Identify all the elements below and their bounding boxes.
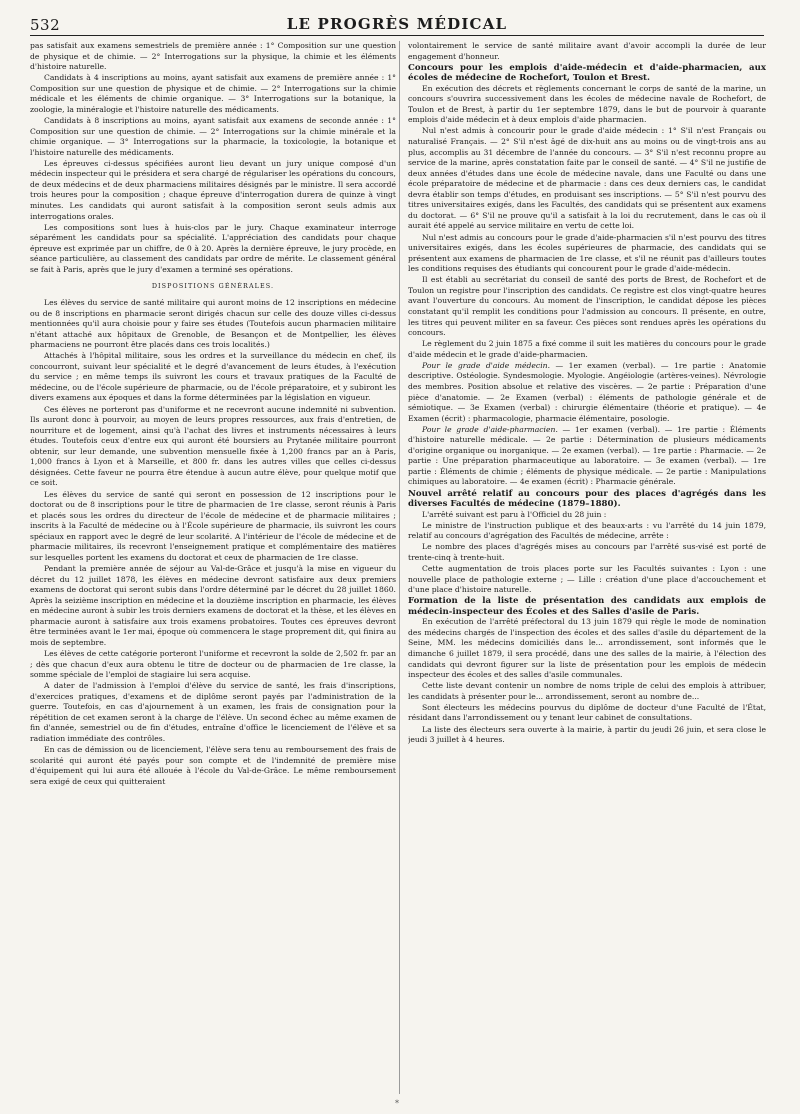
paragraph: Cette augmentation de trois places porte sur les Facultés suivantes : Lyon : une nouvelle place de pathologie externe ; — Lille : création d'une place d'accouchement et d'une place d'histoire naturelle.: [408, 564, 766, 595]
header-rule: [30, 35, 764, 36]
paragraph: Les épreuves ci-dessus spécifiées auront lieu devant un jury unique composé d'un médecin inspecteur qui le présidera et sera chargé de régulariser les opérations du concours, de deux médecins et de deux pharmaciens militaires désignés par le ministre. Il sera accordé trois heures pour la composition ; chaque épreuve d'interrogation durera de quinze à vingt minutes. Les candidats qui auront satisfait à la composition seront seuls admis aux interrogations orales.: [30, 158, 396, 221]
paragraph: Pendant la première année de séjour au Val-de-Grâce et jusqu'à la mise en vigueur du décret du 12 juillet 1878, les élèves en médecine devront satisfaire aux deux premiers examens de doctorat qui seront subis dans l'ordre déterminé par le décret du 28 juillet 1860. Après la seizième inscription en médecine et la douzième inscription en pharmacie, les élèves en médecine auront à subir les trois derniers examens de doctorat et la thèse, et les élèves en pharmacie auront à satisfaire aux trois examens probatoires. Toutes ces épreuves devront être terminées avant le 1er mai, époque où commencera le stage proprement dit, qui finira au mois de septembre.: [30, 564, 396, 647]
exam-label: Pour le grade d'aide-pharmacien.: [422, 424, 558, 434]
footer-mark: *: [395, 1099, 399, 1108]
paragraph: Candidats à 4 inscriptions au moins, ayant satisfait aux examens de première année : 1° Composition sur une question de physique et de chimie. — 2° Interrogations sur la chimie médicale et les éléments de chimie organique. — 3° Interrogations sur la botanique, la zoologie, la minéralogie et l'histoire naturelle des médicaments.: [30, 73, 396, 114]
paragraph: En exécution des décrets et règlements concernant le corps de santé de la marine, un concours s'ouvrira successivement dans les écoles de médecine navale de Rochefort, de Toulon et de Brest, à partir du 1er septembre 1879, dans le but de pourvoir à quarante emplois d'aide médecin et à deux emplois d'aide pharmacien.: [408, 83, 766, 125]
exam-text: — 1er examen (verbal). — 1re partie : Éléments d'histoire naturelle médicale. — 2e partie : Détermination de plusieurs médicaments d'origine organique ou inorganique. — 2e examen (verbal). — 1re partie : Pharmacie. — 2e partie : Une préparation pharmaceutique au laboratoire. — 3e examen (verbal). — 1re partie : Éléments de chimie ; éléments de physique médicale. — 2e partie : Manipulations chimiques au laboratoire. — 4e examen (écrit) : Pharmacie générale.: [408, 424, 766, 487]
paragraph: Il est établi au secrétariat du conseil de santé des ports de Brest, de Rochefort et de Toulon un registre pour l'inscription des candidats. Ce registre est clos vingt-quatre heures avant l'ouverture du concours. Au moment de l'inscription, le candidat dépose les pièces constatant qu'il remplit les conditions pour l'admission au concours. Il présente, en outre, les titres qui peuvent militer en sa faveur. Ces pièces sont rendues après les opérations du concours.: [408, 275, 766, 338]
paragraph: Le nombre des places d'agrégés mises au concours par l'arrêté sus-visé est porté de trente-cinq à trente-huit.: [408, 542, 766, 562]
paragraph: Attachés à l'hôpital militaire, sous les ordres et la surveillance du médecin en chef, ils concourront, suivant leur spécialité et le degré d'avancement de leurs études, à l'exécution du service ; en même temps ils suivront les cours et travaux pratiques de la Faculté de médecine, ou de l'école supérieure de pharmacie, ou de l'école préparatoire, et y subiront les divers examens aux époques et dans la forme déterminées par la législation en vigueur.: [30, 351, 396, 403]
journal-title: LE PROGRÈS MÉDICAL: [286, 15, 508, 33]
paragraph: A dater de l'admission à l'emploi d'élève du service de santé, les frais d'inscriptions, d'exercices pratiques, d'examens et de diplôme seront payés par l'administration de la guerre. Toutefois, en cas d'ajournement à un examen, les frais de consignation pour la répétition de cet examen seront à la charge de l'élève. Un second échec au même examen de fin d'année, semestriel ou de fin d'études, entraîne d'office le licenciement de l'élève et sa radiation immédiate des contrôles.: [30, 681, 396, 743]
paragraph: Les élèves de cette catégorie porteront l'uniforme et recevront la solde de 2,502 fr. par an ; dès que chacun d'eux aura obtenu le titre de docteur ou de pharmacien de 1re classe, la somme spéciale de l'emploi de stagiaire lui sera acquise.: [30, 648, 396, 680]
column-divider: [399, 41, 400, 1094]
paragraph: Candidats à 8 inscriptions au moins, ayant satisfait aux examens de seconde année : 1° Composition sur une question de chimie. — 2° Interrogations sur la chimie minérale et la chimie organique. — 3° Interrogations sur la pharmacie, la toxicologie, la botanique et l'histoire naturelle des médicaments.: [30, 116, 396, 157]
paragraph: La liste des électeurs sera ouverte à la mairie, à partir du jeudi 26 juin, et sera close le jeudi 3 juillet à 4 heures.: [408, 724, 766, 745]
paragraph: [408, 425, 766, 488]
paragraph: En cas de démission ou de licenciement, l'élève sera tenu au remboursement des frais de scolarité qui auront été payés pour son compte et de l'indemnité de première mise d'équipement qui lui aura été allouée à l'école du Val-de-Grâce. Le même remboursement sera exigé de ceux qui quitteraient: [30, 745, 396, 786]
right-column: [408, 41, 766, 1108]
paragraph: pas satisfait aux examens semestriels de première année : 1° Composition sur une question de physique et de chimie. — 2° Interrogations sur la physique, la chimie et les éléments d'histoire naturelle.: [30, 41, 396, 72]
paragraph: Ces élèves ne porteront pas d'uniforme et ne recevront aucune indemnité ni subvention. Ils auront donc à pourvoir, au moyen de leurs propres ressources, aux frais d'entretien, de nourriture et de logement, ainsi qu'à l'achat des livres et instruments nécessaires à leurs études. Toutefois ceux d'entre eux qui auront été boursiers au Prytanée militaire pourront obtenir, sur leur demande, une subvention mensuelle fixée à 1,200 francs par an à Paris, 1,000 francs à Lyon et à Marseille, et 800 fr. dans les autres villes que celles ci-dessus désignées. Cette faveur ne pourra être étendue à aucun autre élève, pour quelque motif que ce soit.: [30, 404, 396, 488]
exam-text: — 1er examen (verbal). — 1re partie : Anatomie descriptive. Ostéologie. Syndesmologie. Myologie. Angéiologie (artères-veines). Névrologie des membres. Position absolue et relative des viscères. — 2e partie : Préparation d'une pièce d'anatomie. — 2e Examen (verbal) : éléments de pathologie générale et de sémiotique. — 3e Examen (verbal) : chirurgie élémentaire (théorie et pratique). — 4e Examen (écrit) : pharmacologie, pharmacie élémentaire, posologie.: [408, 360, 766, 423]
paragraph: Nul n'est admis à concourir pour le grade d'aide médecin : 1° S'il n'est Français ou naturalisé Français. — 2° S'il n'est âgé de dix-huit ans au moins ou de vingt-trois ans au plus, accomplis au 31 décembre de l'année du concours. — 3° S'il n'est reconnu propre au service de la marine, après constatation faite par le conseil de santé. — 4° S'il ne justifie de deux années d'études dans une école de médecine navale, dans une Faculté ou dans une école préparatoire de médecine et de pharmacie : dans ces deux derniers cas, le candidat devra établir son temps d'études, en produisant ses inscriptions. — 5° S'il n'est pourvu des titres universitaires exigés, dans les Facultés, des candidats qui se présentent aux examens du doctorat. — 6° S'il ne prouve qu'il a satisfait à la loi du recrutement, dans le cas où il aurait été appelé au service militaire en vertu de cette loi.: [408, 126, 766, 231]
paragraph: Les élèves du service de santé qui seront en possession de 12 inscriptions pour le doctorat ou de 8 inscriptions pour le titre de pharmacien de 1re classe, seront réunis à Paris et placés sous les ordres du directeur de l'école de médecine et de pharmacie militaires ; inscrits à la Faculté de médecine ou à l'École supérieure de pharmacie, ils suivront les cours spéciaux en rapport avec le degré de leur scolarité. A l'intérieur de l'école de médecine et de pharmacie militaires, ils recevront l'enseignement pratique et complémentaire des matières sur lesquelles portent les examens du doctorat et ceux de pharmacien de 1re classe.: [30, 489, 396, 562]
paragraph: Nul n'est admis au concours pour le grade d'aide-pharmacien s'il n'est pourvu des titres universitaires exigés, dans les écoles supérieures de pharmacie, des candidats qui se présentent aux examens de pharmacien de 1re classe, et s'il ne réunit pas d'ailleurs toutes les conditions requises des étudiants qui concourent pour le grade d'aide-médecin.: [408, 232, 766, 274]
paragraph: Le ministre de l'instruction publique et des beaux-arts : vu l'arrêté du 14 juin 1879, relatif au concours d'agrégation des Facultés de médecine, arrête :: [408, 520, 766, 541]
paragraph: Les élèves du service de santé militaire qui auront moins de 12 inscriptions en médecine ou de 8 inscriptions en pharmacie seront dirigés chacun sur celle des douze villes ci-dessus mentionnées qu'il aura choisie pour y faire ses études (Toutefois aucun pharmacien militaire n'étant attaché aux hôpitaux de Grenoble, de Besançon et de Montpellier, les élèves pharmaciens ne pourront être placés dans ces trois localités.): [30, 297, 396, 350]
page-number: 532: [30, 16, 61, 34]
paragraph: Cette liste devant contenir un nombre de noms triple de celui des emplois à attribuer, les candidats à présenter pour le... arrondissement, seront au nombre de...: [408, 681, 766, 701]
paragraph: L'arrêté suivant est paru à l'Officiel du 28 juin :: [422, 509, 607, 519]
article-heading: Formation de la liste de présentation des candidats aux emplois de médecin-inspecteur des Écoles et des Salles d'asile de Paris.: [408, 596, 766, 617]
page-header: [30, 12, 764, 34]
paragraph: En exécution de l'arrêté préfectoral du 13 juin 1879 qui règle le mode de nomination des médecins chargés de l'inspection des écoles et des salles d'asile du département de la Seine, MM. les médecins domiciliés dans le... arrondissement, sont informés que le dimanche 6 juillet 1879, il sera procédé, dans une des salles de la mairie, à l'élection des candidats qui devront figurer sur la liste de présentation pour les emplois de médecin inspecteur des écoles et des salles d'asile communales.: [408, 617, 766, 680]
paragraph: Les compositions sont lues à huis-clos par le jury. Chaque examinateur interroge séparément les candidats pour sa spécialité. L'appréciation des candidats pour chaque épreuve est exprimée par un chiffre, de 0 à 20. Après la dernière épreuve, le jury procède, en séance particulière, au classement des candidats par ordre de mérite. Le classement général se fait à Paris, après que le jury d'examen a terminé ses opérations.: [30, 222, 396, 274]
paragraph: volontairement le service de santé militaire avant d'avoir accompli la durée de leur engagement d'honneur.: [408, 41, 766, 61]
article-heading: Nouvel arrêté relatif au concours pour des places d'agrégés dans les diverses Facultés de médecine (1879–1880).: [408, 488, 766, 509]
paragraph: Sont électeurs les médecins pourvus du diplôme de docteur d'une Faculté de l'État, résidant dans l'arrondissement ou y tenant leur cabinet de consultations.: [408, 702, 766, 723]
exam-label: Pour le grade d'aide médecin.: [422, 360, 551, 370]
paragraph: Le règlement du 2 juin 1875 a fixé comme il suit les matières du concours pour le grade d'aide médecin et le grade d'aide-pharmacien.: [408, 339, 766, 359]
article-heading: Concours pour les emplois d'aide-médecin et d'aide-pharmacien, aux écoles de médecine de Rochefort, Toulon et Brest.: [408, 62, 766, 83]
left-column: [30, 41, 396, 1108]
section-subheading: DISPOSITIONS GÉNÉRALES.: [151, 282, 275, 291]
paragraph: [408, 361, 766, 424]
